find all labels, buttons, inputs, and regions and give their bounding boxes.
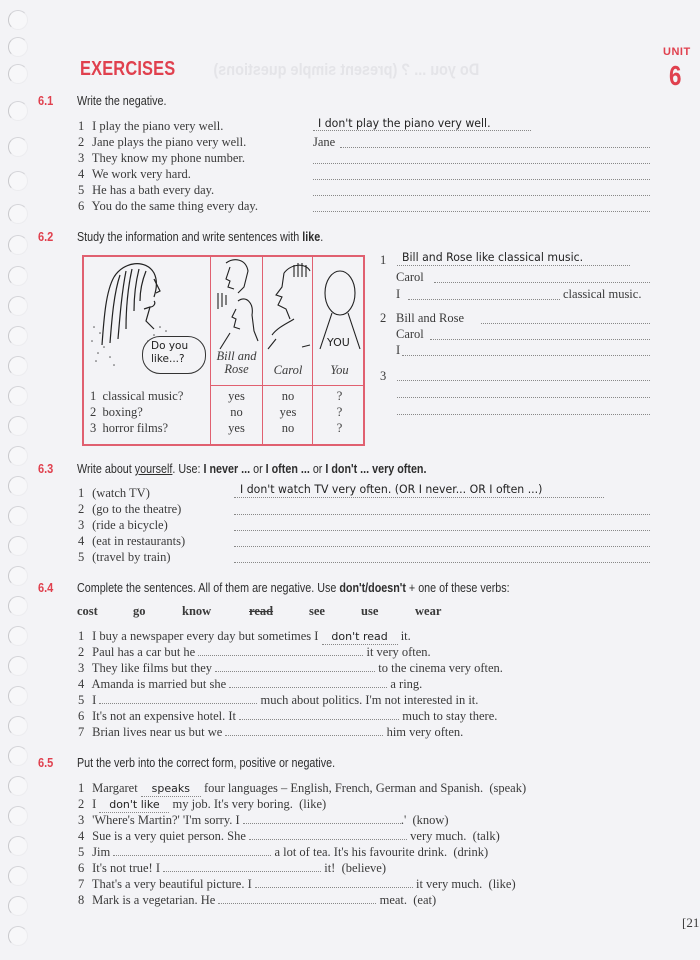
you-values <box>314 388 365 436</box>
item-number: 6 <box>78 199 85 213</box>
answer-suffix: classical music. <box>563 287 642 301</box>
carol-illustration <box>264 257 312 361</box>
answer-field[interactable] <box>402 355 650 356</box>
instruction-keyword: I never ... <box>203 462 251 476</box>
list-item <box>78 199 258 214</box>
table-cell: no <box>230 405 243 419</box>
exercise-number: 6.5 <box>38 756 54 770</box>
binder-hole <box>8 296 28 316</box>
answer-field[interactable] <box>434 282 650 283</box>
instruction-text: or <box>309 462 326 476</box>
list-item: 1 I buy a newspaper every day but sometimes I don't read it. <box>78 629 411 643</box>
column-header-bill-and-rose <box>211 350 262 376</box>
verb-hint: (like) <box>299 797 327 811</box>
item-text: We work very hard. <box>91 167 191 181</box>
answer-field[interactable] <box>234 546 650 547</box>
instruction-emphasis: yourself <box>134 462 173 476</box>
handwritten-answer[interactable]: don't read <box>322 629 398 645</box>
binder-hole <box>8 326 28 346</box>
exercise-instruction: Put the verb into the correct form, positive or negative. <box>77 756 336 770</box>
answer-field[interactable] <box>198 645 363 656</box>
binder-hole <box>8 386 28 406</box>
list-item: 2 I don't like my job. It's very boring. (like) <box>78 797 327 811</box>
item-text: Jane plays the piano very well. <box>92 135 247 149</box>
answer-field[interactable] <box>408 299 560 300</box>
list-item: 5 I much about politics. I'm not interested in it. <box>78 693 479 707</box>
binder-hole <box>8 10 28 30</box>
you-placeholder-figure <box>314 257 365 361</box>
answer-field[interactable] <box>218 893 376 904</box>
verb-option: see <box>309 604 325 618</box>
answer-field[interactable] <box>234 497 604 498</box>
answer-field[interactable] <box>99 693 257 704</box>
binder-hole <box>8 446 28 466</box>
row-labels <box>90 388 183 436</box>
instruction-text: . <box>320 230 324 244</box>
binder-hole <box>8 101 28 121</box>
svg-text:YOU: YOU <box>327 336 350 349</box>
binder-hole <box>8 596 28 616</box>
item-number: 1 <box>78 119 85 133</box>
binder-hole <box>8 64 28 84</box>
group-number: 1 <box>380 253 387 267</box>
answer-field[interactable] <box>313 195 650 196</box>
list-item: 4 Amanda is married but she a ring. <box>78 677 423 691</box>
group-number: 2 <box>380 311 387 325</box>
verb-hint: (know) <box>412 813 449 827</box>
exercise-number: 6.3 <box>38 462 54 476</box>
list-item <box>78 135 246 150</box>
item-number: 3 <box>78 151 85 165</box>
table-divider <box>210 385 363 386</box>
instruction-keyword: don't/doesn't <box>339 581 406 595</box>
binder-hole <box>8 926 28 946</box>
answer-field[interactable] <box>313 211 650 212</box>
binder-hole <box>8 626 28 646</box>
answer-field[interactable] <box>397 397 650 398</box>
item-text: He has a bath every day. <box>92 183 215 197</box>
answer-field[interactable] <box>234 514 650 515</box>
exercise-number: 6.1 <box>38 94 54 108</box>
list-item: 6 It's not an expensive hotel. It much to stay there. <box>78 709 498 723</box>
exercise-instruction: Write the negative. <box>77 94 167 108</box>
verb-hint: (talk) <box>472 829 500 843</box>
instruction-keyword: I don't ... very often. <box>325 462 427 476</box>
binder-hole <box>8 896 28 916</box>
answer-field[interactable] <box>397 414 650 415</box>
handwritten-answer[interactable]: don't like <box>99 797 169 813</box>
table-cell: yes <box>228 421 245 435</box>
answer-field[interactable] <box>255 877 413 888</box>
table-cell: no <box>281 421 295 435</box>
answer-prefix: Jane <box>313 135 336 149</box>
instruction-text: Complete the sentences. All of them are negative. Use <box>77 581 340 595</box>
list-item: 3 They like films but they to the cinema very often. <box>78 661 503 675</box>
group-number: 3 <box>380 369 387 383</box>
bill-and-rose-illustration <box>212 257 262 353</box>
list-item: 2 (go to the theatre) <box>78 502 182 516</box>
answer-field[interactable] <box>243 813 401 824</box>
list-item: 1 Margaret speaks four languages – English, French, German and Spanish. (speak) <box>78 781 527 795</box>
binder-hole <box>8 866 28 886</box>
answer-field[interactable] <box>234 562 650 563</box>
answer-field[interactable] <box>397 380 650 381</box>
page-number: [21 <box>682 915 700 930</box>
table-cell: no <box>281 389 295 403</box>
answer-prefix: Bill and Rose <box>396 311 465 325</box>
table-row-label: 1 classical music? <box>90 389 184 403</box>
instruction-keyword: like <box>302 230 321 244</box>
binder-hole <box>8 506 28 526</box>
binder-hole <box>8 37 28 57</box>
list-item: 7 That's a very beautiful picture. I it very much. (like) <box>78 877 516 891</box>
answer-prefix: Carol <box>396 327 424 341</box>
handwritten-answer: Bill and Rose like classical music. <box>402 250 584 264</box>
preferences-table <box>82 255 365 446</box>
answer-field[interactable] <box>313 179 650 180</box>
verb-hint: (like) <box>488 877 516 891</box>
handwritten-answer: I don't play the piano very well. <box>318 116 491 130</box>
instruction-text: Study the information and write sentences with <box>77 230 303 244</box>
answer-field[interactable] <box>481 323 650 324</box>
column-header-carol: Carol <box>273 363 303 377</box>
answer-field[interactable] <box>215 661 375 672</box>
exercise-instruction <box>77 462 426 476</box>
binder-hole <box>8 171 28 191</box>
column-header-text: Rose <box>224 362 249 376</box>
list-item: 4 (eat in restaurants) <box>78 534 186 548</box>
column-header-you: You <box>330 363 349 377</box>
verb-hint: (speak) <box>489 781 527 795</box>
binder-hole <box>8 806 28 826</box>
binder-hole <box>8 476 28 496</box>
answer-field[interactable] <box>225 725 383 736</box>
answer-field[interactable] <box>313 130 531 131</box>
table-row-label: 3 horror films? <box>90 421 169 435</box>
list-item <box>78 167 191 182</box>
speech-bubble-text: Do you <box>151 340 189 352</box>
bill-and-rose-values <box>211 388 262 436</box>
binder-hole <box>8 266 28 286</box>
answer-field[interactable] <box>340 147 650 148</box>
carol-values <box>264 388 312 436</box>
answer-field[interactable] <box>313 163 650 164</box>
table-cell: yes <box>228 389 245 403</box>
table-divider <box>312 257 313 444</box>
binder-hole <box>8 686 28 706</box>
column-header-text: Bill and <box>216 349 257 363</box>
answer-field[interactable] <box>239 709 399 720</box>
unit-number: 6 <box>669 60 682 91</box>
answer-field[interactable] <box>163 861 321 872</box>
list-item: 3 (ride a bicycle) <box>78 518 168 532</box>
binder-hole <box>8 204 28 224</box>
list-item: 4 Sue is a very quiet person. She very much. (talk) <box>78 829 500 843</box>
list-item <box>78 119 223 134</box>
binder-hole <box>8 356 28 376</box>
binder-hole <box>8 416 28 436</box>
table-cell: yes <box>279 405 297 419</box>
table-row-label: 2 boxing? <box>90 405 143 419</box>
item-number: 2 <box>78 135 85 149</box>
item-number: 5 <box>78 183 85 197</box>
table-divider <box>262 257 263 444</box>
list-item: 3 'Where's Martin?' 'I'm sorry. I .' (know) <box>78 813 449 827</box>
exercise-number: 6.2 <box>38 230 54 244</box>
handwritten-answer[interactable]: speaks <box>141 781 201 797</box>
item-text: I play the piano very well. <box>92 119 224 133</box>
exercise-instruction <box>77 230 323 244</box>
binder-hole <box>8 566 28 586</box>
speech-bubble <box>142 336 206 374</box>
binder-hole <box>8 776 28 796</box>
list-item <box>78 151 245 166</box>
handwritten-answer: I don't watch TV very often. (OR I never... OR I often ...) <box>240 482 543 496</box>
answer-prefix: I <box>396 343 401 357</box>
verb-option: know <box>182 604 212 618</box>
instruction-keyword: I often ... <box>265 462 310 476</box>
item-text: You do the same thing every day. <box>91 199 258 213</box>
answer-field[interactable] <box>430 339 650 340</box>
binder-hole <box>8 137 28 157</box>
list-item: 7 Brian lives near us but we him very often. <box>78 725 464 739</box>
speech-bubble-text: like...? <box>151 353 185 365</box>
binder-hole <box>8 836 28 856</box>
binder-hole <box>8 746 28 766</box>
answer-field[interactable] <box>229 677 387 688</box>
verb-option: wear <box>415 604 442 618</box>
list-item: 6 It's not true! I it! (believe) <box>78 861 387 875</box>
binder-hole <box>8 536 28 556</box>
answer-field[interactable] <box>113 845 271 856</box>
instruction-text: + one of these verbs: <box>405 581 510 595</box>
answer-prefix: Carol <box>396 270 424 284</box>
item-text: They know my phone number. <box>91 151 246 165</box>
instruction-text: or <box>250 462 266 476</box>
list-item: 5 Jim a lot of tea. It's his favourite drink. (drink) <box>78 845 489 859</box>
verb-hint: (believe) <box>341 861 387 875</box>
binder-hole <box>8 235 28 255</box>
exercise-number: 6.4 <box>38 581 54 595</box>
table-cell: ? <box>336 405 343 419</box>
answer-field[interactable] <box>234 530 650 531</box>
table-cell: ? <box>336 421 343 435</box>
answer-field[interactable] <box>249 829 407 840</box>
item-number: 4 <box>78 167 85 181</box>
page-title: EXERCISES <box>80 58 176 80</box>
verb-option: cost <box>77 604 98 618</box>
unit-label: UNIT <box>663 46 691 58</box>
binder-hole <box>8 656 28 676</box>
instruction-text: . Use: <box>172 462 204 476</box>
list-item: 5 (travel by train) <box>78 550 171 564</box>
verb-option-used: read <box>249 604 274 618</box>
instruction-text: Write about <box>77 462 135 476</box>
verb-option: go <box>133 604 146 618</box>
list-item: 2 Paul has a car but he it very often. <box>78 645 431 659</box>
answer-prefix: I <box>396 287 401 301</box>
answer-field[interactable] <box>397 265 630 266</box>
verb-hint: (eat) <box>413 893 437 907</box>
list-item <box>78 183 214 198</box>
exercise-instruction <box>77 581 510 595</box>
list-item: 8 Mark is a vegetarian. He meat. (eat) <box>78 893 437 907</box>
list-item: 1 (watch TV) <box>78 486 150 500</box>
verb-hint: (drink) <box>453 845 489 859</box>
bleed-through-heading: Do you ... ? (present simple questions) <box>213 60 480 79</box>
table-cell: ? <box>336 389 343 403</box>
verb-option: use <box>361 604 379 618</box>
binder-hole <box>8 716 28 736</box>
